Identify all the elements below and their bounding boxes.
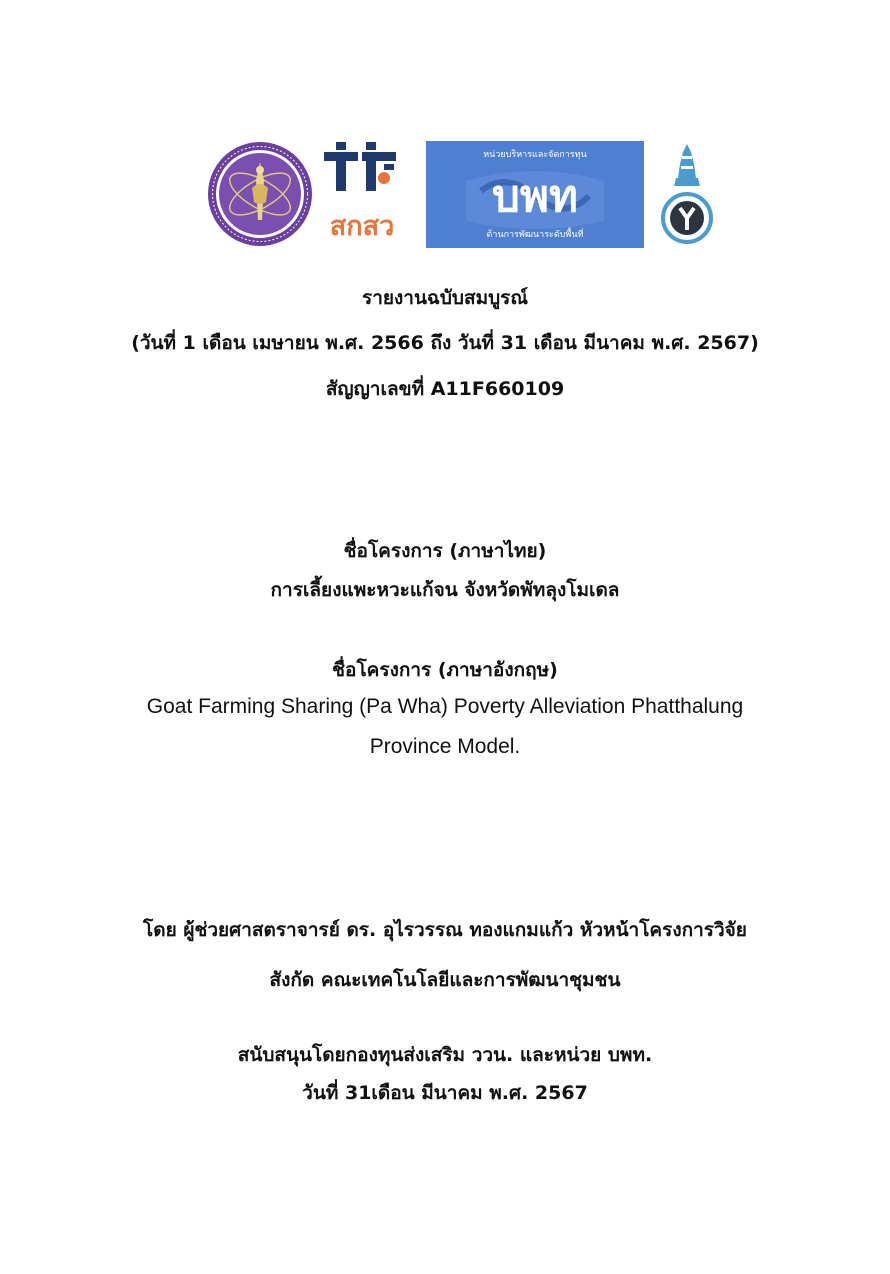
pmua-bottom-text: ด้านการพัฒนาระดับพื้นที่ — [486, 230, 584, 240]
author-line: โดย ผู้ช่วยศาสตราจารย์ ดร. อุไรวรรณ ทองแกมแก้ว หัวหน้าโครงการวิจัย — [143, 919, 747, 941]
funder-line: สนับสนุนโดยกองทุนส่งเสริม ววน. และหน่วย บพท. — [237, 1044, 653, 1066]
report-title: รายงานฉบับสมบูรณ์ — [361, 287, 529, 309]
project-en-name-line1: Goat Farming Sharing (Pa Wha) Poverty Alleviation Phatthalung — [146, 695, 744, 718]
pmua-main-text: บพท — [492, 171, 578, 222]
project-th-label: ชื่อโครงการ (ภาษาไทย) — [343, 540, 547, 562]
tsri-logo — [322, 140, 402, 250]
tsu-logo — [656, 142, 718, 248]
report-period: (วันที่ 1 เดือน เมษายน พ.ศ. 2566 ถึง วันที่ 31 เดือน มีนาคม พ.ศ. 2567) — [131, 332, 759, 354]
pmua-logo — [426, 141, 644, 248]
tsri-wordmark: สกสว — [329, 211, 395, 242]
report-date: วันที่ 31เดือน มีนาคม พ.ศ. 2567 — [302, 1082, 588, 1104]
nrct-logo — [206, 140, 314, 248]
affiliation-line: สังกัด คณะเทคโนโลยีและการพัฒนาชุมชน — [269, 969, 621, 991]
pmua-top-text: หน่วยบริหารและจัดการทุน — [483, 150, 587, 160]
project-en-name-line2: Province Model. — [369, 735, 521, 758]
project-th-name: การเลี้ยงแพะหวะแก้จน จังหวัดพัทลุงโมเดล — [270, 579, 620, 601]
project-en-label: ชื่อโครงการ (ภาษาอังกฤษ) — [332, 659, 558, 681]
contract-number: สัญญาเลขที่ A11F660109 — [325, 378, 565, 400]
